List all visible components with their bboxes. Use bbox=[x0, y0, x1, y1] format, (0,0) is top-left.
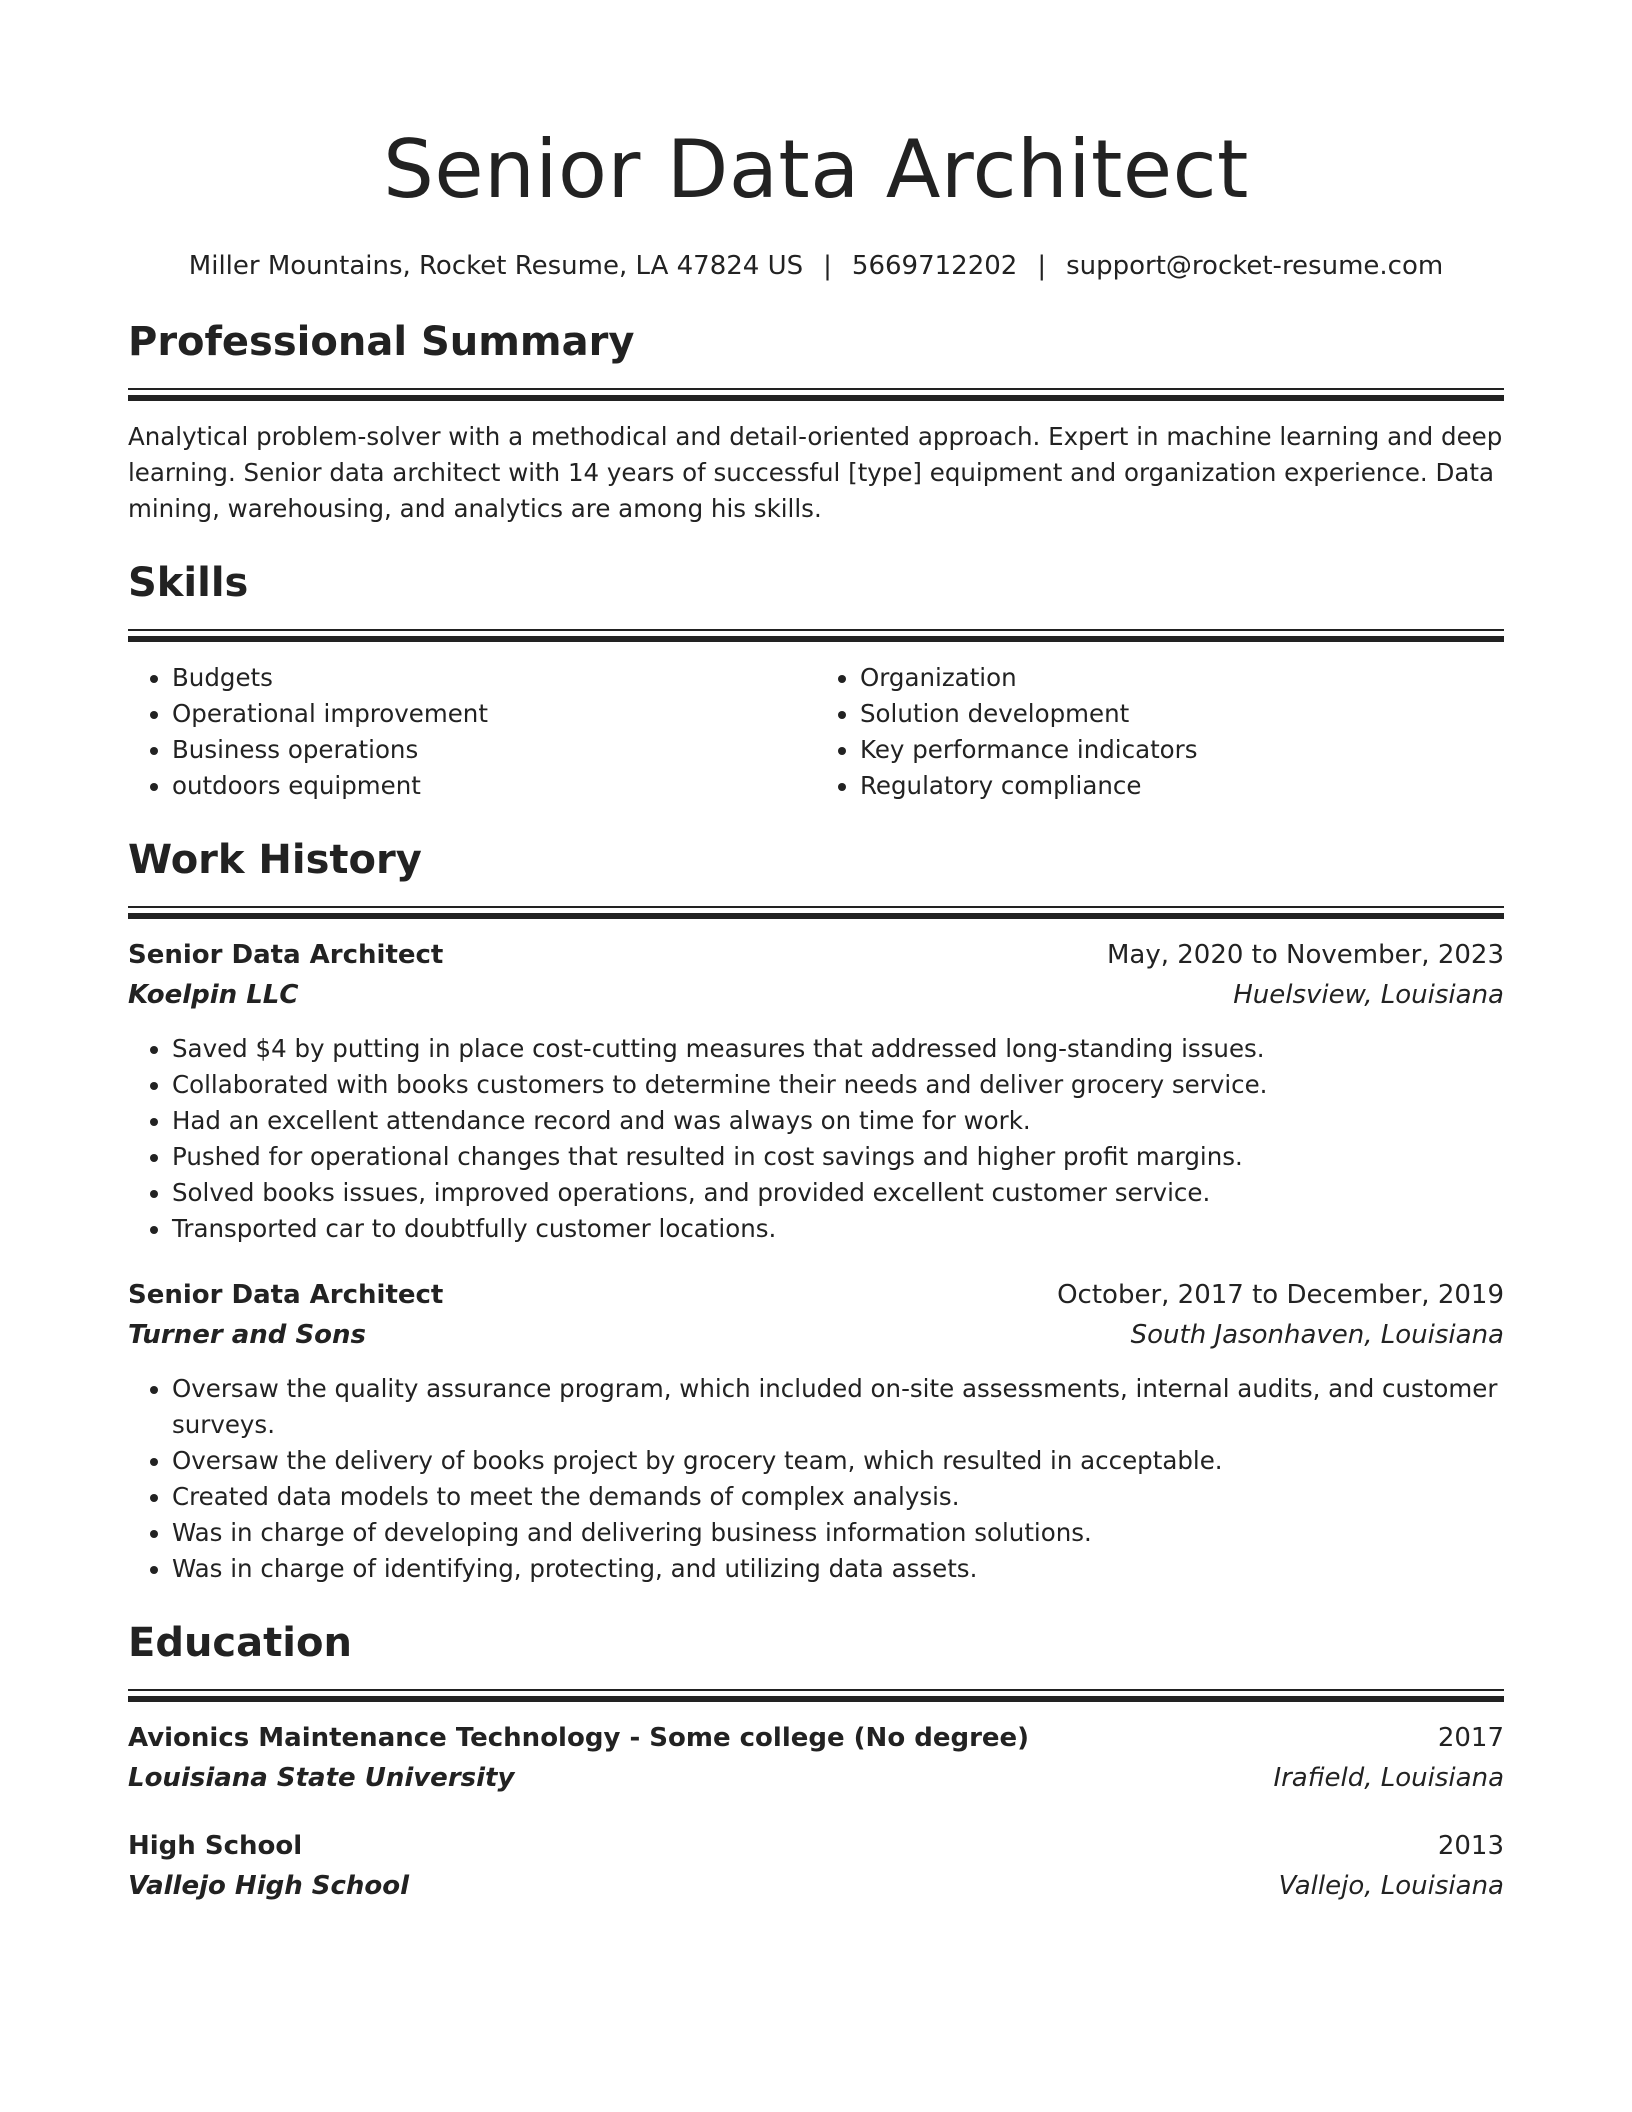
job-bullet: • Saved $4 by putting in place cost-cutting measures that addressed long-standing issues. bbox=[172, 1031, 1504, 1067]
job-entry bbox=[128, 1275, 1504, 1587]
education-header-row bbox=[128, 1718, 1504, 1758]
job-bullet: • Oversaw the delivery of books project by grocery team, which resulted in acceptable. bbox=[172, 1443, 1504, 1479]
summary-text: Analytical problem-solver with a methodical and detail-oriented approach. Expert in machine learning and deep learning. Senior data architect with 14 years of successful [type] equipment and organization experience. Data mining, warehousing, and analytics are among his skills. bbox=[128, 422, 1503, 523]
skill-item: • Solution development bbox=[860, 696, 1504, 732]
job-bullets bbox=[128, 1371, 1504, 1587]
education-location: Vallejo, Louisiana bbox=[1278, 1871, 1504, 1901]
education-degree: Avionics Maintenance Technology - Some college (No degree) bbox=[128, 1723, 1030, 1753]
skills-section bbox=[128, 557, 1504, 804]
education-section bbox=[128, 1617, 1504, 1906]
contact-phone: 5669712202 bbox=[851, 251, 1018, 281]
job-bullet: • Oversaw the quality assurance program, which included on-site assessments, internal audits, and customer surveys. bbox=[172, 1371, 1504, 1443]
contact-separator: | bbox=[1037, 251, 1047, 281]
section-title-skills: Skills bbox=[128, 560, 249, 606]
contact-line bbox=[128, 248, 1504, 284]
section-title-education: Education bbox=[128, 1620, 352, 1666]
job-title: Senior Data Architect bbox=[128, 1280, 444, 1310]
summary-section bbox=[128, 316, 1504, 527]
skill-item: • outdoors equipment bbox=[172, 768, 816, 804]
skill-item: • Key performance indicators bbox=[860, 732, 1504, 768]
job-dates: May, 2020 to November, 2023 bbox=[1106, 940, 1504, 970]
skills-list bbox=[128, 660, 1504, 804]
job-location: South Jasonhaven, Louisiana bbox=[1130, 1320, 1504, 1350]
section-divider bbox=[128, 906, 1504, 919]
section-title-summary: Professional Summary bbox=[128, 319, 635, 365]
education-school-row bbox=[128, 1758, 1504, 1798]
resume-name: Senior Data Architect bbox=[383, 123, 1249, 216]
job-bullet: • Pushed for operational changes that resulted in cost savings and higher profit margins. bbox=[172, 1139, 1504, 1175]
job-bullet: • Collaborated with books customers to determine their needs and deliver grocery service. bbox=[172, 1067, 1504, 1103]
job-title: Senior Data Architect bbox=[128, 940, 444, 970]
education-school: Vallejo High School bbox=[128, 1871, 410, 1901]
skill-item: • Business operations bbox=[172, 732, 816, 768]
section-divider bbox=[128, 1689, 1504, 1702]
contact-separator: | bbox=[823, 251, 832, 281]
education-school-row bbox=[128, 1866, 1504, 1906]
skill-item: • Operational improvement bbox=[172, 696, 816, 732]
job-location: Huelsview, Louisiana bbox=[1233, 980, 1504, 1010]
job-bullet: • Solved books issues, improved operations, and provided excellent customer service. bbox=[172, 1175, 1504, 1211]
job-bullet: • Was in charge of identifying, protecting, and utilizing data assets. bbox=[172, 1551, 1504, 1587]
job-bullet: • Was in charge of developing and delivering business information solutions. bbox=[172, 1515, 1504, 1551]
education-year: 2017 bbox=[1437, 1723, 1504, 1753]
education-header-row bbox=[128, 1826, 1504, 1866]
work-section bbox=[128, 834, 1504, 1587]
section-divider bbox=[128, 388, 1504, 401]
education-entry bbox=[128, 1718, 1504, 1798]
job-company-row bbox=[128, 975, 1504, 1015]
job-header-row bbox=[128, 935, 1504, 975]
job-company: Koelpin LLC bbox=[128, 980, 299, 1010]
job-company-row bbox=[128, 1315, 1504, 1355]
education-year: 2013 bbox=[1437, 1831, 1504, 1861]
job-company: Turner and Sons bbox=[128, 1320, 367, 1350]
contact-email: support@rocket-resume.com bbox=[1066, 251, 1444, 281]
skill-item: • Budgets bbox=[172, 660, 816, 696]
job-header-row bbox=[128, 1275, 1504, 1315]
contact-address: Miller Mountains, Rocket Resume, LA 47824 US bbox=[188, 251, 804, 281]
job-bullet: • Had an excellent attendance record and was always on time for work. bbox=[172, 1103, 1504, 1139]
skills-column-right bbox=[816, 660, 1504, 804]
skills-column-left bbox=[128, 660, 816, 804]
education-location: Irafield, Louisiana bbox=[1273, 1763, 1504, 1793]
education-degree: High School bbox=[128, 1831, 303, 1861]
job-entry bbox=[128, 935, 1504, 1247]
job-bullets bbox=[128, 1031, 1504, 1247]
education-school: Louisiana State University bbox=[128, 1763, 515, 1793]
skill-item: • Organization bbox=[860, 660, 1504, 696]
job-bullet: • Created data models to meet the demands of complex analysis. bbox=[172, 1479, 1504, 1515]
job-bullet: • Transported car to doubtfully customer locations. bbox=[172, 1211, 1504, 1247]
section-title-work: Work History bbox=[128, 837, 422, 883]
education-entry bbox=[128, 1826, 1504, 1906]
job-dates: October, 2017 to December, 2019 bbox=[1057, 1280, 1504, 1310]
skill-item: • Regulatory compliance bbox=[860, 768, 1504, 804]
section-divider bbox=[128, 629, 1504, 642]
